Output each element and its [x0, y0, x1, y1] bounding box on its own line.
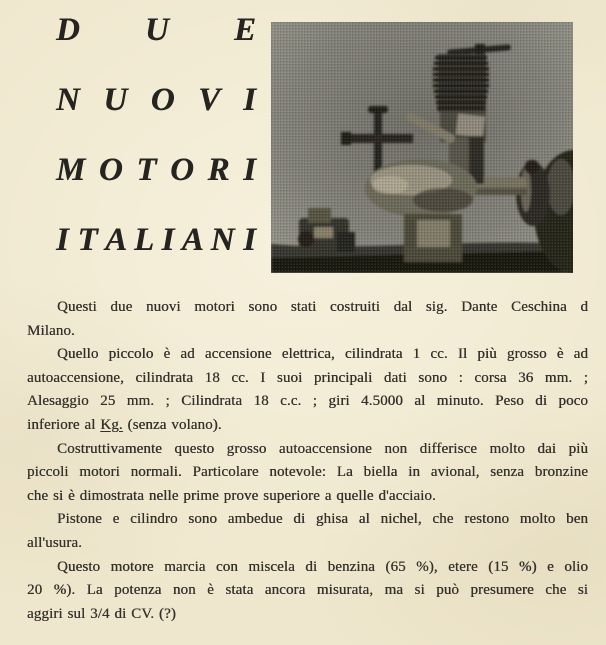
- paragraph-3: [27, 438, 588, 509]
- text-line: piccoli motori normali. Particolare notevole: La biella in avional, senza bronzine: [27, 464, 588, 481]
- text-line: Questo motore marcia con miscela di benzina (65 %), etere (15 %) e olio: [57, 558, 588, 575]
- title-line-4: I T A L I A N I: [56, 222, 256, 258]
- kg-line-pre: inferiore al: [27, 416, 101, 433]
- paragraph-1: [27, 296, 588, 343]
- text-line: aggiri sul 3/4 di CV. (?): [27, 605, 176, 622]
- text-line: 20 %). La potenza non è stata ancora misurata, ma si può presumere che si: [27, 582, 588, 599]
- engine-photo-image: [271, 22, 573, 273]
- text-line: Quello piccolo è ad accensione elettrica, cilindrata 1 cc. Il più grosso è ad: [57, 346, 588, 363]
- paragraph-2: [27, 343, 588, 437]
- article-body: [27, 296, 588, 626]
- text-line-kg: [27, 414, 588, 438]
- text-line: Questi due nuovi motori sono stati costruiti dal sig. Dante Ceschina d: [57, 299, 588, 315]
- title-line-1: D U E: [56, 12, 256, 48]
- paragraph-4: [27, 508, 588, 555]
- text-line: che si è dimostrata nelle prime prove superiore a quelle d'acciaio.: [27, 487, 436, 504]
- title-line-3: M O T O R I: [56, 152, 256, 188]
- text-line: all'usura.: [27, 534, 82, 551]
- text-line: Alesaggio 25 mm. ; Cilindrata 18 c.c. ; giri 4.5000 al minuto. Peso di poco: [27, 393, 588, 410]
- paragraph-5: [27, 556, 588, 627]
- engine-photo: [271, 22, 573, 273]
- text-line: Costruttivamente questo grosso autoaccensione non differisce molto dai più: [57, 440, 588, 457]
- text-line: Pistone e cilindro sono ambedue di ghisa al nichel, che restono molto ben: [57, 511, 588, 528]
- text-line: autoaccensione, cilindrata 18 cc. I suoi principali dati sono : corsa 36 mm. ;: [27, 369, 588, 386]
- kg-underlined: Kg.: [100, 416, 123, 433]
- kg-line-post: (senza volano).: [122, 416, 222, 433]
- article-title: [56, 12, 256, 292]
- text-line: Milano.: [27, 322, 75, 339]
- title-line-2: N U O V I: [56, 82, 256, 118]
